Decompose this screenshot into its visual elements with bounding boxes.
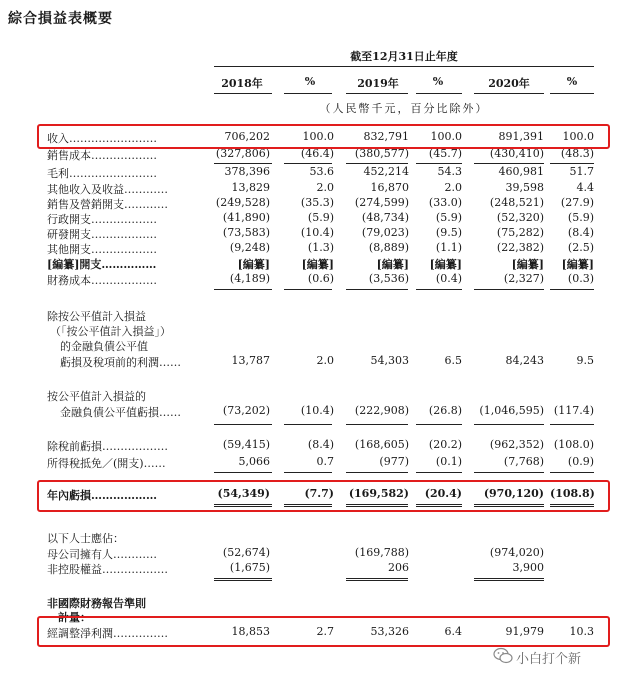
- subtotal-rule: [474, 163, 544, 164]
- table-row: [0, 272, 640, 287]
- subtotal-rule: [214, 163, 272, 164]
- value-2018: 13,787: [231, 354, 270, 367]
- col-header-pct-2018: %: [304, 75, 316, 88]
- pct-2019: (45.7): [428, 147, 462, 160]
- col-header-2019: 2019年: [357, 77, 399, 90]
- subtotal-rule: [416, 472, 462, 473]
- value-2019: (380,577): [354, 147, 409, 160]
- wechat-icon: [493, 647, 513, 665]
- value-2019: (168,605): [354, 438, 409, 451]
- table-row: [0, 256, 640, 271]
- subtotal-rule: [346, 472, 408, 473]
- value-2018: (73,583): [222, 226, 270, 239]
- pct-2019: (1.1): [435, 241, 462, 254]
- subtotal-rule: [474, 472, 544, 473]
- header-rule: [416, 93, 462, 94]
- subtotal-rule: [284, 424, 332, 425]
- subtotal-rule: [346, 163, 408, 164]
- pct-2019: (9.5): [435, 226, 462, 239]
- value-2020: (970,120): [483, 487, 544, 500]
- pct-2018: 53.6: [309, 165, 334, 178]
- table-row: [0, 211, 640, 226]
- row-label: 研發開支………………: [47, 228, 157, 241]
- pct-2020: (27.9): [560, 196, 594, 209]
- total-double-rule: [474, 578, 544, 581]
- subtotal-rule: [284, 289, 332, 290]
- row-label: 收入……………………: [47, 132, 157, 145]
- pct-2019: 6.5: [444, 354, 462, 367]
- value-2019: 206: [388, 561, 409, 574]
- row-label: [編纂]開支……………: [47, 258, 157, 271]
- value-2019: (222,908): [354, 404, 409, 417]
- table-row: [0, 323, 640, 338]
- subtotal-rule: [550, 424, 594, 425]
- value-2018: (327,806): [215, 147, 270, 160]
- pct-2019: (5.9): [435, 211, 462, 224]
- pct-2020: (108.0): [553, 438, 594, 451]
- pct-2020: (5.9): [567, 211, 594, 224]
- value-2019: (3,536): [368, 272, 409, 285]
- header-rule: [550, 93, 594, 94]
- row-label: 的金融負債公平值: [60, 340, 148, 353]
- pct-2019: (20.2): [428, 438, 462, 451]
- pct-2018: (35.3): [300, 196, 334, 209]
- value-2018: 13,829: [231, 181, 270, 194]
- value-2019: 54,303: [370, 354, 409, 367]
- table-row: [0, 308, 640, 323]
- value-2019: (169,788): [354, 546, 409, 559]
- pct-2020: (8.4): [567, 226, 594, 239]
- header-rule: [346, 93, 408, 94]
- table-row: [0, 226, 640, 241]
- value-2020: (22,382): [496, 241, 544, 254]
- pct-2018: 100.0: [302, 130, 334, 143]
- value-2018: (249,528): [215, 196, 270, 209]
- pct-2019: (33.0): [428, 196, 462, 209]
- row-label: 按公平值計入損益的: [47, 390, 146, 403]
- value-2018: [編纂]: [237, 258, 270, 271]
- row-label: 非控股權益………………: [47, 563, 168, 576]
- row-label: 非國際財務報告準則: [47, 597, 146, 610]
- pct-2018: 2.0: [316, 354, 334, 367]
- value-2018: (1,675): [229, 561, 270, 574]
- row-label: 金融負債公平值虧損……: [60, 406, 181, 419]
- table-row: [0, 165, 640, 180]
- unit-note: （人民幣千元，百分比除外）: [319, 102, 489, 115]
- value-2020: 460,981: [498, 165, 544, 178]
- pct-2019: (20.4): [424, 487, 462, 500]
- table-row: [0, 438, 640, 453]
- pct-2020: (2.5): [567, 241, 594, 254]
- value-2019: 832,791: [363, 130, 409, 143]
- table-row: [0, 338, 640, 353]
- value-2018: (54,349): [217, 487, 270, 500]
- value-2018: (52,674): [222, 546, 270, 559]
- subtotal-rule: [214, 289, 272, 290]
- value-2018: 378,396: [224, 165, 270, 178]
- value-2020: (75,282): [496, 226, 544, 239]
- value-2018: (9,248): [229, 241, 270, 254]
- value-2020: (962,352): [489, 438, 544, 451]
- table-row: [0, 455, 640, 470]
- subtotal-rule: [214, 424, 272, 425]
- value-2019: (169,582): [348, 487, 409, 500]
- table-row: [0, 181, 640, 196]
- value-2020: (974,020): [489, 546, 544, 559]
- table-row: [0, 546, 640, 561]
- subtotal-rule: [474, 424, 544, 425]
- table-row: [0, 241, 640, 256]
- table-row: [0, 530, 640, 545]
- row-label: 母公司擁有人…………: [47, 548, 157, 561]
- row-label: 計量：: [58, 611, 91, 624]
- pct-2020: (48.3): [560, 147, 594, 160]
- subtotal-rule: [550, 289, 594, 290]
- row-label: 財務成本………………: [47, 274, 157, 287]
- value-2020: (7,768): [503, 455, 544, 468]
- table-row: [0, 388, 640, 403]
- row-label: 銷售及營銷開支…………: [47, 198, 168, 211]
- subtotal-rule: [284, 472, 332, 473]
- value-2019: (274,599): [354, 196, 409, 209]
- value-2020: 39,598: [505, 181, 544, 194]
- row-label: 行政開支………………: [47, 213, 157, 226]
- total-double-rule: [214, 578, 272, 581]
- pct-2018: 2.0: [316, 181, 334, 194]
- pct-2020: (0.9): [567, 455, 594, 468]
- subtotal-rule: [284, 163, 332, 164]
- subtotal-rule: [416, 163, 462, 164]
- pct-2018: (8.4): [307, 438, 334, 451]
- header-rule: [214, 93, 272, 94]
- header-rule: [474, 93, 544, 94]
- subtotal-rule: [346, 289, 408, 290]
- row-label: 銷售成本………………: [47, 149, 157, 162]
- pct-2018: (0.6): [307, 272, 334, 285]
- col-header-2020: 2020年: [488, 77, 530, 90]
- value-2019: (48,734): [361, 211, 409, 224]
- value-2018: 706,202: [224, 130, 270, 143]
- watermark-text: 小白打个新: [516, 652, 582, 667]
- pct-2019: (0.4): [435, 272, 462, 285]
- subtotal-rule: [550, 472, 594, 473]
- subtotal-rule: [214, 472, 272, 473]
- pct-2018: (10.4): [300, 226, 334, 239]
- pct-2020: 100.0: [562, 130, 594, 143]
- highlight-revenue: [37, 124, 610, 149]
- pct-2019: 54.3: [437, 165, 462, 178]
- row-label: 虧損及稅項前的利潤……: [60, 356, 181, 369]
- highlight-adjusted-net-profit: [37, 616, 610, 647]
- value-2019: (79,023): [361, 226, 409, 239]
- value-2020: (1,046,595): [479, 404, 544, 417]
- pct-2019: 100.0: [430, 130, 462, 143]
- table-row: [0, 147, 640, 162]
- value-2018: 5,066: [238, 455, 270, 468]
- pct-2020: 9.5: [576, 354, 594, 367]
- pct-2020: [編纂]: [561, 258, 594, 271]
- row-label: 除稅前虧損………………: [47, 440, 168, 453]
- pct-2019: 6.4: [444, 625, 462, 638]
- pct-2019: [編纂]: [429, 258, 462, 271]
- row-label: 所得稅抵免／(開支)……: [47, 457, 166, 470]
- value-2020: 891,391: [498, 130, 544, 143]
- subtotal-rule: [474, 289, 544, 290]
- value-2019: 16,870: [370, 181, 409, 194]
- value-2019: [編纂]: [376, 258, 409, 271]
- value-2019: (8,889): [368, 241, 409, 254]
- pct-2018: [編纂]: [301, 258, 334, 271]
- value-2019: 53,326: [370, 625, 409, 638]
- pct-2018: 0.7: [316, 455, 334, 468]
- table-row: [0, 196, 640, 211]
- value-2018: (59,415): [222, 438, 270, 451]
- table-row: [0, 595, 640, 610]
- total-double-rule: [346, 578, 408, 581]
- row-label: 以下人士應佔：: [47, 532, 124, 545]
- row-label: （「按公平值計入損益」）: [50, 325, 171, 338]
- pct-2020: 51.7: [569, 165, 594, 178]
- pct-2019: (0.1): [435, 455, 462, 468]
- pct-2018: (7.7): [304, 487, 334, 500]
- period-header: 截至12月31日止年度: [350, 50, 458, 63]
- subtotal-rule: [550, 163, 594, 164]
- value-2020: 91,979: [505, 625, 544, 638]
- row-label: 其他收入及收益…………: [47, 183, 168, 196]
- col-header-pct-2019: %: [432, 75, 444, 88]
- row-label: 經調整淨利潤……………: [47, 627, 168, 640]
- row-label: 毛利……………………: [47, 167, 157, 180]
- subtotal-rule: [416, 289, 462, 290]
- page-title: 綜合損益表概要: [8, 11, 113, 27]
- pct-2018: 2.7: [316, 625, 334, 638]
- pct-2019: 2.0: [444, 181, 462, 194]
- table-row: [0, 561, 640, 576]
- pct-2020: 4.4: [576, 181, 594, 194]
- value-2020: (2,327): [503, 272, 544, 285]
- row-label: 其他開支………………: [47, 243, 157, 256]
- value-2019: 452,214: [363, 165, 409, 178]
- col-header-2018: 2018年: [221, 77, 263, 90]
- row-label: 年內虧損………………: [47, 489, 157, 502]
- pct-2020: (117.4): [553, 404, 594, 417]
- value-2018: (73,202): [222, 404, 270, 417]
- pct-2018: (1.3): [307, 241, 334, 254]
- pct-2020: (0.3): [567, 272, 594, 285]
- value-2018: (41,890): [222, 211, 270, 224]
- value-2020: 84,243: [505, 354, 544, 367]
- value-2020: [編纂]: [511, 258, 544, 271]
- value-2020: (430,410): [489, 147, 544, 160]
- pct-2018: (46.4): [300, 147, 334, 160]
- period-rule: [214, 66, 594, 67]
- value-2020: (52,320): [496, 211, 544, 224]
- value-2020: 3,900: [512, 561, 544, 574]
- subtotal-rule: [416, 424, 462, 425]
- table-row: [0, 404, 640, 419]
- table-row: [0, 354, 640, 369]
- row-label: 除按公平值計入損益: [47, 310, 146, 323]
- subtotal-rule: [346, 424, 408, 425]
- header-rule: [284, 93, 332, 94]
- highlight-net-loss: [37, 480, 610, 512]
- pct-2018: (10.4): [300, 404, 334, 417]
- pct-2020: (108.8): [550, 487, 595, 500]
- value-2018: (4,189): [229, 272, 270, 285]
- value-2019: (977): [379, 455, 409, 468]
- pct-2019: (26.8): [428, 404, 462, 417]
- pct-2018: (5.9): [307, 211, 334, 224]
- value-2018: 18,853: [231, 625, 270, 638]
- col-header-pct-2020: %: [566, 75, 578, 88]
- pct-2020: 10.3: [569, 625, 594, 638]
- value-2020: (248,521): [489, 196, 544, 209]
